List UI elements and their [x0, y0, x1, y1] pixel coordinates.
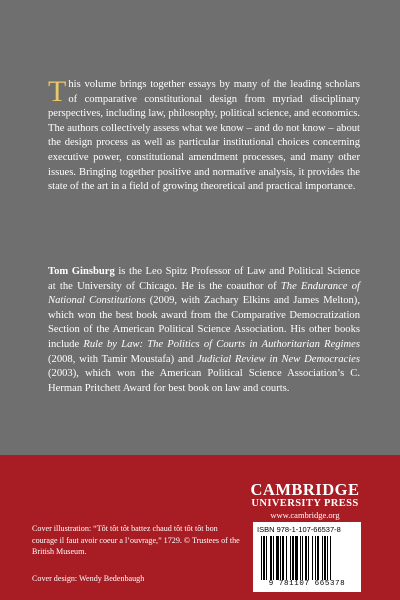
- publisher-subtitle: UNIVERSITY PRESS: [251, 498, 359, 509]
- author-bio: [48, 265, 360, 396]
- book-title: The Endurance of National Constitutions: [48, 280, 360, 307]
- author-bio-text: (2009, with Zachary Elkins and James Melton), which won the best book award from the Comparative Democratization Section of the American Political Science Association. His other books include: [48, 295, 360, 350]
- author-bio-text: (2008, with Tamir Moustafa) and: [48, 353, 198, 365]
- barcode-icon: [261, 536, 353, 580]
- book-title: Judicial Review in New Democracies: [197, 353, 360, 365]
- author-bio-text: is the Leo Spitz Professor of Law and Political Science at the University of Chicago. He is the coauthor of: [48, 266, 361, 292]
- book-description: [48, 75, 360, 195]
- book-title: Rule by Law: The Politics of Courts in Authoritarian Regimes: [83, 338, 360, 350]
- drop-cap: T: [48, 75, 67, 108]
- description-text: his volume brings together essays by many of the leading scholars of comparative constitutional design from myriad disciplinary perspectives, including law, philosophy, political science, and economics. The authors collectively assess what we know – and do not know – about the design process as well as particular institutional choices concerning executive power, constitutional amendment processes, and many other issues. Bringing together positive and normative analysis, it provides the state of the art in a field of growing theoretical and practical importance.: [48, 79, 360, 193]
- cover-design-credit: Cover design: Wendy Bedenbaugh: [32, 574, 145, 583]
- publisher-url: www.cambridge.org: [270, 510, 340, 520]
- barcode-box: [253, 522, 361, 592]
- author-bio-text: (2003), which won the American Political Science Association’s C. Herman Pritchett Award for best book on law and courts.: [48, 368, 360, 394]
- publisher-name: CAMBRIDGE: [250, 480, 360, 499]
- publisher-logo: [220, 481, 390, 520]
- isbn-label: ISBN 978-1-107-66537-8: [257, 525, 341, 534]
- barcode-number: 9 781107 665378: [268, 580, 346, 588]
- cover-illustration-credit: Cover illustration: “Tôt tôt tôt battez chaud tôt tôt tôt bon courage il faut avoir coeur a l’ouvrage,” 1729. © Trustees of the British Museum.: [32, 524, 240, 556]
- author-name: Tom Ginsburg: [48, 266, 115, 277]
